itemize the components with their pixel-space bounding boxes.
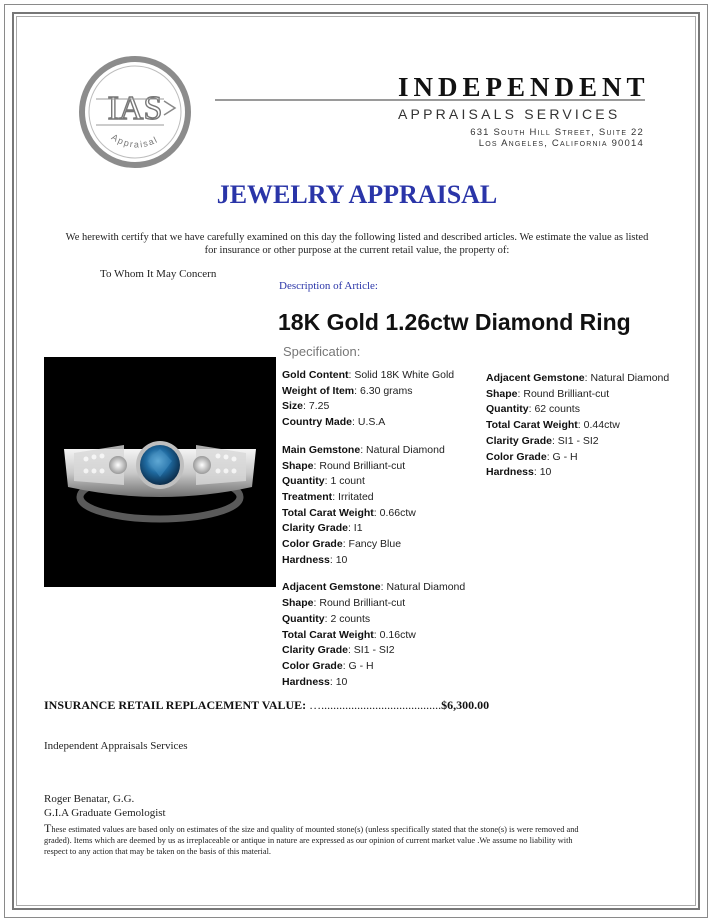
valuation-label: INSURANCE RETAIL REPLACEMENT VALUE: [44,698,307,712]
spec-separator: : [303,400,309,413]
spec-value: 62 counts [534,403,580,416]
spec-row [282,443,482,459]
spec-value: 7.25 [308,400,330,413]
spec-value: SI1 - SI2 [353,644,395,657]
spec-row [282,537,482,553]
spec-label: Total Carat Weight [282,628,374,641]
spec-separator: : [313,459,320,472]
spec-label: Total Carat Weight [486,419,578,432]
spec-label: Quantity [486,403,529,416]
spec-row [282,675,482,691]
spec-label: Shape [486,387,518,400]
spec-value: Solid 18K White Gold [354,369,455,381]
logo-text: IAS [107,90,163,127]
spec-separator: : [342,538,349,551]
spec-value: 1 count [330,475,365,488]
spec-row [282,384,482,400]
spec-separator: : [324,475,331,488]
spec-row [486,465,696,481]
company-name: INDEPENDENT [398,72,650,102]
spec-value: 6.30 grams [359,384,413,397]
spec-value: 10 [539,466,552,479]
spec-row [282,553,482,569]
spec-label: Main Gemstone [282,443,361,456]
spec-separator: : [528,403,535,416]
spec-label: Color Grade [282,659,343,672]
disclaimer-text: hese estimated values are based only on estimates of the size and quality of mounted stone(s) (unless specifically stated that the stone(s) is were removed and graded). Items which are deemed by us as irreplaceable or antique in nature are expressed as our opinion of current market value .We assume no liability with respect to any action that may be taken on the basis of this material. [44,825,579,856]
spec-label: Hardness [486,466,534,479]
spec-label: Weight of Item [282,384,355,397]
spec-row [486,387,696,403]
spec-value: Round Brilliant-cut [319,459,406,472]
address-line-2: Los Angeles, California 90014 [478,138,644,149]
company-subtitle: APPRAISALS SERVICES [398,106,621,122]
spec-row [282,521,482,537]
spec-separator: : [348,369,355,381]
spec-label: Total Carat Weight [282,506,374,519]
spec-value: Natural Diamond [366,443,445,456]
main-gemstone-group [282,443,482,569]
spec-label: Treatment [282,490,333,503]
spec-row [486,418,696,434]
spec-separator: : [342,659,349,672]
spec-value: U.S.A [357,416,386,429]
spec-row [282,459,482,475]
signer-name: Roger Benatar, G.G. [44,793,135,805]
spec-label: Country Made [282,416,353,429]
spec-separator: : [313,597,320,610]
spec-row [486,402,696,418]
description-label: Description of Article: [279,280,378,292]
spec-row [282,490,482,506]
spec-separator: : [354,384,360,397]
valuation-amount: $6,300.00 [441,698,490,712]
spec-value: I1 [353,522,363,535]
item-title: 18K Gold 1.26ctw Diamond Ring [278,309,631,335]
adjacent-gemstone-group-2 [486,371,696,481]
spec-separator: : [517,387,524,400]
spec-label: Clarity Grade [282,644,348,657]
spec-row [282,659,482,675]
item-specs-group [282,368,482,431]
spec-value: 2 counts [330,612,371,625]
spec-label: Color Grade [486,450,547,463]
spec-row [282,474,482,490]
spec-value: Round Brilliant-cut [523,387,610,400]
spec-separator: : [347,522,354,535]
spec-label: Shape [282,459,314,472]
company-address [470,127,644,149]
spec-separator: : [332,490,339,503]
spec-row [282,415,482,431]
spec-separator: : [373,506,380,519]
spec-value: Irritated [338,490,374,503]
spec-label: Shape [282,597,314,610]
spec-row [282,580,482,596]
spec-separator: : [584,372,591,384]
issuer-name: Independent Appraisals Services [44,740,188,752]
spec-separator: : [546,450,553,463]
spec-value: G - H [348,659,374,672]
spec-label: Hardness [282,675,330,688]
logo-subtext: Appraisal [109,131,160,150]
spec-row [282,399,482,415]
disclaimer [44,823,584,857]
spec-label: Adjacent Gemstone [282,581,381,594]
spec-value: 0.16ctw [379,628,416,641]
spec-label: Quantity [282,612,325,625]
certification-text: We herewith certify that we have carefully examined on this day the following listed and described articles. We estimate the value as listed for insurance or other purpose at the current retail value, the property of: [65,232,649,256]
spec-separator: : [324,612,331,625]
spec-value: 0.44ctw [583,419,620,432]
spec-separator: : [347,644,354,657]
spec-separator: : [551,434,558,447]
spec-label: Color Grade [282,538,343,551]
spec-row [486,371,696,387]
spec-value: Natural Diamond [590,372,670,384]
specs-left-column [282,368,482,691]
spec-row [282,596,482,612]
spec-separator: : [352,416,358,429]
spec-value: Natural Diamond [386,581,466,594]
spec-separator: : [577,419,584,432]
spec-value: 10 [335,675,348,688]
spec-separator: : [380,581,387,594]
spec-separator: : [329,675,336,688]
adjacent-gemstone-group-1 [282,580,482,690]
spec-row [282,368,482,384]
spec-label: Hardness [282,553,330,566]
spec-separator: : [360,443,367,456]
spec-value: 0.66ctw [379,506,416,519]
spec-label: Adjacent Gemstone [486,372,585,384]
specs-right-column [486,371,696,481]
spec-label: Clarity Grade [486,434,552,447]
spec-row [282,643,482,659]
spec-row [282,612,482,628]
ring-photo [44,357,276,587]
specification-label: Specification: [283,344,361,359]
spec-label: Quantity [282,475,325,488]
spec-value: 10 [335,553,348,566]
spec-value: Fancy Blue [348,538,402,551]
signature-block [44,792,166,820]
valuation-line [44,698,489,713]
spec-row [282,628,482,644]
spec-value: Round Brilliant-cut [319,597,406,610]
spec-row [486,434,696,450]
spec-label: Clarity Grade [282,522,348,535]
valuation-dots: …........................................ [309,698,442,712]
signer-title: G.I.A Graduate Gemologist [44,807,166,819]
spec-row [282,506,482,522]
spec-separator: : [329,553,336,566]
spec-separator: : [533,466,540,479]
ias-logo [78,55,192,169]
spec-value: G - H [552,450,578,463]
spec-row [486,450,696,466]
spec-separator: : [373,628,380,641]
address-line-1: 631 South Hill Street, Suite 22 [470,127,644,138]
spec-label: Gold Content [282,369,349,381]
recipient: To Whom It May Concern [100,268,217,280]
spec-value: SI1 - SI2 [557,434,599,447]
disclaimer-initial: T [44,821,52,835]
document-title: JEWELRY APPRAISAL [216,180,498,209]
spec-label: Size [282,400,304,413]
